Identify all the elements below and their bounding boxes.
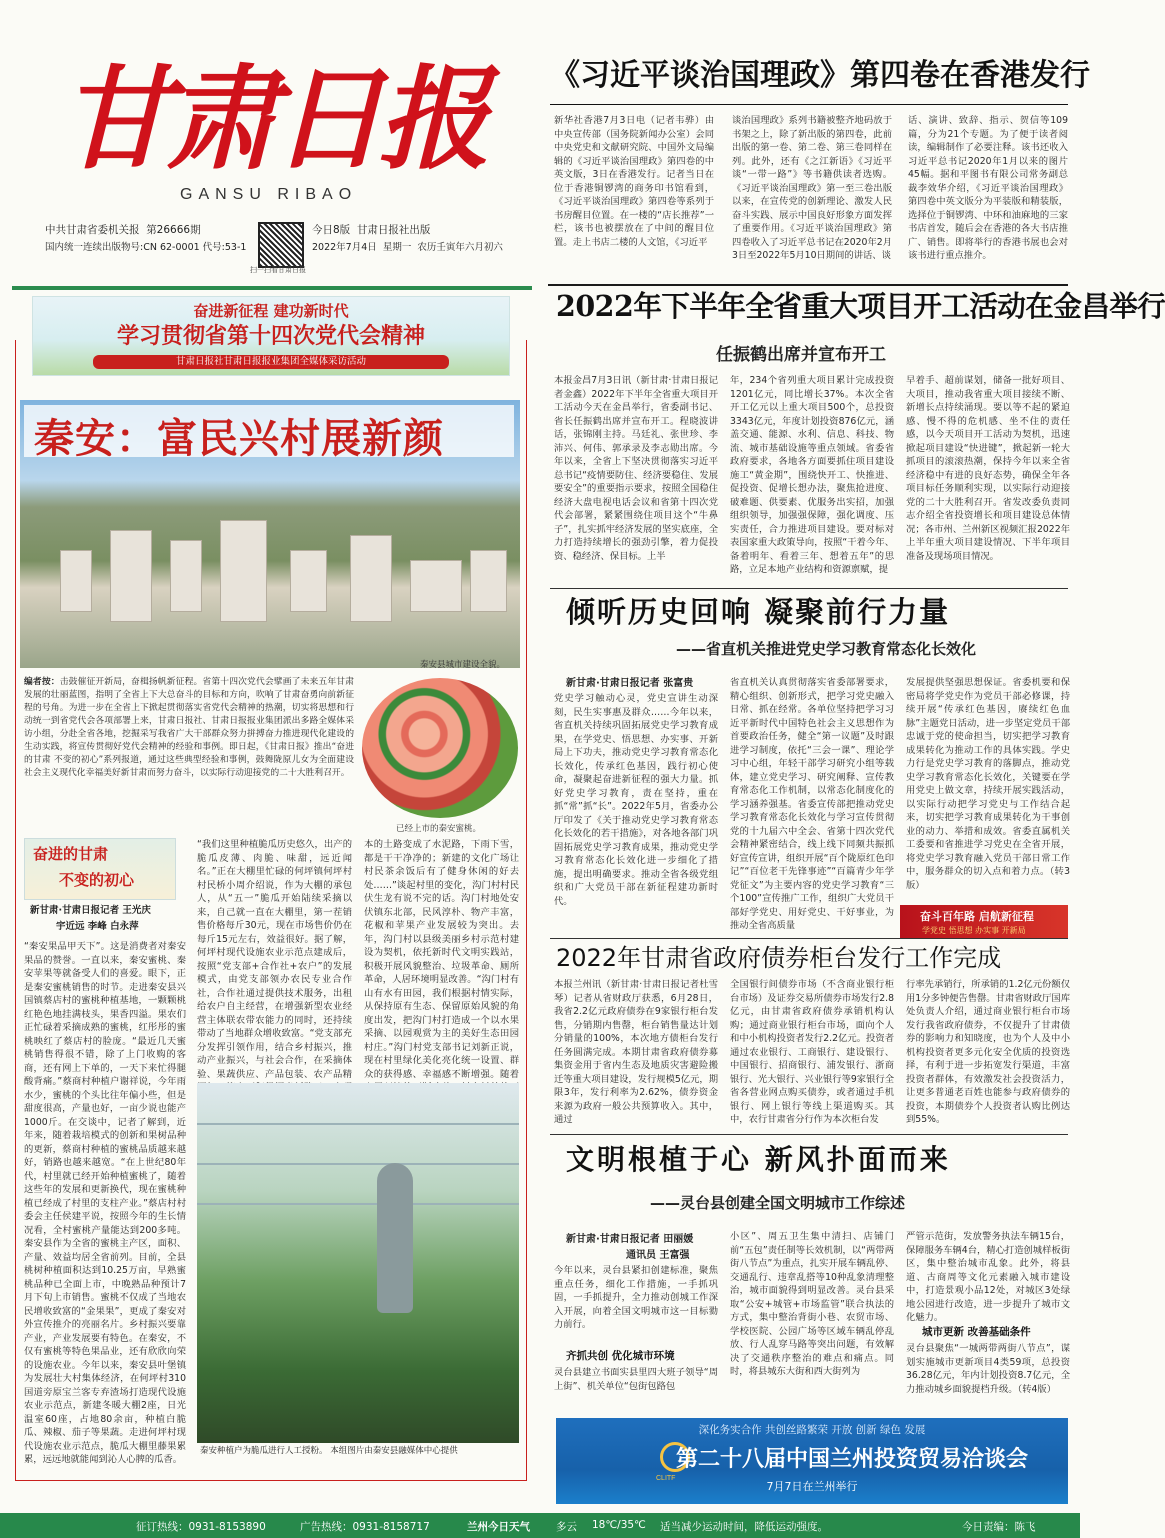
lead-col-2: 谈治国理政》系列书籍被整齐地码放于书架之上，除了新出版的第四卷，此前出版的第一卷、第二卷、第三卷同样在列。此外，还有《之江新语》《习近平谈“一带一路”》等书籍供读者选购。《习近平谈治国理政》第一至三卷出版以来，在宣传党的创新理论、激发人民奋斗实践、展示中国良好形象方面发挥了重要作用。《习近平谈治国理政》第四卷收入了习近平总书记在2020年2月3日至2022年5月10日期间的讲话、谈 — [732, 115, 892, 261]
temperature: 18℃/35℃ — [592, 1519, 646, 1531]
panorama-caption: 秦安县城市建设全貌。 — [420, 660, 506, 670]
story3-col-2: 省直机关认真贯彻落实省委部署要求，精心组织、创新形式，把学习党史融入日常、抓在经常。各单位坚持把学习习近平新时代中国特色社会主义思想作为首要政治任务，健全“第一议题”及时跟进学习制度，依托“三会一课”、理论学习中心组，年轻干部学习研究小组等载体，建立党史学习、研究阐释、宣传教育常态化工作机制，以常态化制度化的学习涵养强基。省委宣传部把推动党史学习教育常态化长效化与学习宣传贯彻党的十九届六中全会、省第十四次党代会精神紧密结合，线上线下同频共振抓好宣传宣讲，组织开展“百个陇原红色印记”“百位老干先锋事迹”“百篇青少年学党征文”为主要内容的党史学习教育“三个100”宣传推广工作，组织广大党员干部好学党史、用好党史、干好事业，为推动全省高质量 — [730, 677, 894, 931]
story5-col-2: 小区”、周五卫生集中清扫、店铺门前“五包”责任制等长效机制，以“两带两街八节点”为重点，扎实开展车辆乱停、交通乱行、违章乱搭等10种乱象清理整治，城市面貌得到明显改善。灵台县采取“公安+城管+市场监管”联合执法的方式，集中整治背街小巷、农贸市场、学校医院、公园广场等区域车辆乱停乱放、行人乱穿马路等突出问题，有效解决了交通秩序整治的难点和痛点。同时，将县城东大街和西大街列为 — [730, 1231, 894, 1377]
campaign-banner — [32, 296, 510, 376]
story2-col-2: 年，234个省列重大项目累计完成投资1201亿元，同比增长37%。本次全省开工亿元以上重大项目500个，总投资3343亿元，年度计划投资876亿元，涵盖交通、能源、水利、信息、科技、物流、城市基础设施等重点领域。省委省政府要求，各地各方面要抓住项目建设施工“黄金期”，围绕快开工、快推进、促投资、促增长想办法，聚焦抢进度、破难题、供要素、优服务出实招，加强组织领导，加强强保障，强化调度、压实责任，合力推进项目建设。要对标对表国家重大政策导向，按照“干着今年、备着明年、看着三年、想着五年”的思路，立足本地产业结构和资源禀赋，提 — [730, 375, 894, 575]
qinan-byline: 新甘肃·甘肃日报记者 王光庆 — [30, 905, 151, 916]
qinan-col-3: 本的土路变成了水泥路，下雨下雪，都是干干净净的；新建的文化广场让村民茶余饭后有了健身休闲的好去处……”谈起村里的变化，沟门村村民伏生龙有说不完的话。沟门村地处安伏镇东北部，民风淳朴、物产丰富，花椒和苹果产业发展较为突出。去年，沟门村以县级美丽乡村示范村建设为契机，依托新时代文明实践站，积极开展风貌整治、垃圾革命、厕所革命，人居环境明显改善。“沟门村有山有水有田园，我们根据村情实际，从保持原有生态、保留原始风貌的角度出发，把沟门村打造成一个以水果采摘、以园观赏为主的美好生态田园村庄。”沟门村党支部书记刘新正说，现在村里绿化美化亮化统一设置、群众的获得感、幸福感不断增强。随着 — [364, 839, 519, 1080]
story5-subhead-1: 齐抓共创 优化城市环境 — [566, 1350, 675, 1362]
story5-col-1: 今年以来，灵台县紧扣创建标准，聚焦重点任务，细化工作措施，一手抓巩固，一手抓提升，全力推动创城工作深入开展，向着全国文明城市这一目标勠力前行。 — [554, 1265, 718, 1330]
peach-caption: 已经上市的秦安蜜桃。 — [396, 824, 482, 834]
photo-building — [110, 530, 152, 622]
story3-subtitle: ——省直机关推进党史学习教育常态化长效化 — [676, 640, 977, 658]
masthead-org — [45, 222, 201, 238]
photo-building — [350, 535, 392, 622]
page-count: 今日8版 — [312, 224, 351, 236]
story3-byline: 新甘肃·甘肃日报记者 张富贵 — [566, 678, 694, 689]
story3-col-1: 党史学习触动心灵，党史宣讲生动深刻，民生实事惠及群众……今年以来，省直机关持续巩固拓展党史学习教育成果，在学党史、悟思想、办实事、开新局上下功夫，推动党史学习教育常态化长效化，传承红色基因，践行初心使命，凝聚起奋进新征程的强大力量。抓好党史学习教育，责在坚持，重在抓“常”抓“长”。2022年5月，省委办公厅印发了《关于推动党史学习教育常态化长效化的若干措施》，对各地各部门巩固拓展党史学习教育成果，推动党史学习教育常态化长效化进一步细化了措施，提出明确要求。推动全省各级党组织和广大党员干部在新征程建功新时代。 — [554, 693, 718, 907]
issue-number: 第26666期 — [146, 224, 201, 236]
story2-col-3: 早着手、超前谋划，储备一批好项目、大项目，推动我省重大项目接续不断、新增长点持续涌现。要以等不起的紧迫感、慢不得的危机感、坐不住的责任感，以今天项目开工活动为契机，迅速掀起项目建设“快进键”，掀起新一轮大抓项目的滚滚热潮，保持今年以来全省经济稳中有进的良好态势，确保全年各项目标任务顺利实现，以实际行动迎接党的二十大胜利召开。省发改委负责同志介绍全省投资增长和项目建设总体情况；各市州、兰州新区视频汇报2022年上半年重大项目建设情况、下半年项目准备及现场项目情况。 — [906, 375, 1070, 562]
story5-subtitle: ——灵台县创建全国文明城市工作综述 — [650, 1194, 906, 1212]
story5-byline: 新甘肃·甘肃日报记者 田丽媛 — [566, 1234, 694, 1245]
series-label — [24, 838, 176, 900]
qinan-title-band — [24, 405, 514, 462]
greenhouse-beam — [197, 1123, 519, 1125]
publication-code: 国内统一连续出版物号:CN 62-0001 代号:53-1 — [45, 242, 247, 253]
ad-slogan: 深化务实合作 共创丝路繁荣 开放 创新 绿色 发展 — [698, 1424, 926, 1436]
investment-fair-ad[interactable] — [556, 1418, 1068, 1504]
ad-hotline: 广告热线：0931-8158717 — [300, 1521, 430, 1533]
date: 2022年7月4日 — [312, 242, 377, 253]
lead-rule — [550, 104, 1068, 105]
masthead-date — [312, 240, 503, 256]
photo-building — [410, 560, 462, 612]
section-rule-4 — [550, 1134, 1068, 1135]
story4-col-1: 本报兰州讯（新甘肃·甘肃日报记者杜雪琴）记者从省财政厅获悉，6月28日，我省2.2亿元政府债券在9家银行柜台发售，分销期内售罄，柜台销售量达计划分销量的100%，本次地方债柜台发行任务圆满完成。本期甘肃省政府债券募集资金用于省内生态及地质灾害避险搬迁等重大项目建设，发行规模5亿元，期限3年，发行利率为2.62%，债券资金来源为政府一般公共预算收入。其中，通过 — [554, 979, 718, 1125]
qinan-col-2: “我们这里种植脆瓜历史悠久，出产的脆瓜皮薄、肉脆、味甜，远近闻名。”正在大棚里忙碌的何坪镇何坪村村民桥小周介绍说，作为大棚的承包人，从“五一”脆瓜开始陆续采摘以来，自己就一直在大棚里，第一茬销售价格每斤30元，现在市场售价仍在每斤15元左右，效益很好。据了解，何坪村现代设施农业示范点建成后，按照“党支部+合作社+农户”的发展模式，由党支部领办农民专业合作社，合作社通过提供技术服务，出租给农户自主经营，在增强新型农业经营主体联农带农能力的同时，还持续带动了当地群众增收致富。“党支部充分发挥引领作用，结合乡村振兴，推动产业振兴，与社会合作，在采摘体验、果蔬供应、产品包装、农产品精 — [197, 839, 352, 1080]
farmer-figure — [377, 1163, 413, 1313]
editor-in-charge: 今日责编：陈飞 — [962, 1521, 1036, 1533]
editor-note-label: 编者按： — [24, 677, 60, 687]
editor-note — [24, 676, 354, 816]
lead-headline[interactable]: 《习近平谈治国理政》第四卷在香港发行 — [550, 58, 1090, 93]
series-label-line-1: 奋进的甘肃 — [33, 845, 109, 863]
greenhouse-beam — [197, 1163, 519, 1165]
subscribe-hotline: 征订热线：0931-8153890 — [136, 1521, 266, 1533]
weekday: 星期一 — [382, 242, 412, 253]
story2-col-1: 本报金昌7月3日讯（新甘肃·甘肃日报记者金鑫）2022年下半年全省重大项目开工活动今天在金昌举行，省委副书记、省长任振鹤出席并宣布开工。程晓波讲话，张锦刚主持。马廷礼、张世珍、李沛兴、何伟、郭承录及李志勋出席。今年以来，全省上下坚决贯彻落实习近平总书记“疫情要防住、经济要稳住、发展要安全”的重要指示要求，按照全国稳住经济大盘电视电话会议和省第十四次党代会部署，紧紧围绕住项目这个“牛鼻子”，扎实抓牢经济发展的坚实底座，全力打造持续增长的强劲引擎，着力促投资、稳经济、保目标。上半 — [554, 375, 718, 562]
story3-col-3: 发展提供坚强思想保证。省委机要和保密局将学党史作为党员干部必修课，持续开展“传承红色基因，赓续红色血脉”主题党日活动，进一步坚定党员干部忠诚于党的使命担当，切实把学习教育成果转化为推动工作的具体实践。学史力行是党史学习教育的落脚点，推动党史学习教育常态化长效化，关键要在学用党史上做文章，持续开展实践活动，以实际行动把学习党史与工作结合起来，切实把学习教育成果转化为干事创业的动力、举措和成效。省委直属机关工委要和省推进学习党史在全省开展，将党史学习教育融入党员干部日常工作中，服务群众的切入点和着力点。（转3版） — [906, 677, 1070, 891]
photo-building — [220, 520, 267, 622]
story5-byline-2: 通讯员 王富强 — [626, 1250, 690, 1261]
greenhouse-beam — [197, 1203, 519, 1205]
masthead-pages — [312, 222, 430, 238]
weather-advice: 适当减少运动时间，降低运动强度。 — [660, 1521, 828, 1533]
mini-banner-slogan: 学党史 悟思想 办实事 开新局 — [922, 926, 1026, 935]
story4-col-3: 行率先承销行，所承销的1.2亿元份额仅用1分多钟便告售罄。甘肃省财政厅国库处负责人介绍，通过商业银行柜台市场发行我省政府债券，不仅提升了甘肃债券的影响力和知晓度，也为个人及中小机构投资者更多元化安全优质的投资选择，有利于进一步拓宽发行渠道，丰富投资者群体，有效激发社会投资活力，让更多普通老百姓也能参与政府债券的投资，本期债券个人投资者认购比例达到55%。 — [906, 979, 1070, 1125]
weather-label: 兰州今日天气 — [467, 1521, 530, 1533]
masthead-logo: 甘肃日报 — [60, 54, 484, 185]
story5-col-3b: 灵台县聚焦“一城两带两街八节点”，谋划实施城市更新项目4类59项，总投资36.28亿元，年内计划投资8.7亿元，全力推动城乡面貌提档升级。（转4版） — [906, 1343, 1070, 1395]
qinan-headline[interactable]: 秦安：富民兴村展新颜 — [34, 415, 444, 462]
banner-slogan: 奋进新征程 建功新时代 — [193, 302, 349, 320]
weather-condition: 多云 — [556, 1521, 577, 1533]
qr-caption: 扫一扫看甘肃日报 — [250, 266, 306, 274]
qr-code[interactable] — [258, 222, 304, 268]
mini-banner-title: 奋斗百年路 启航新征程 — [920, 910, 1034, 923]
story5-headline[interactable]: 文明根植于心 新风扑面而来 — [566, 1143, 951, 1176]
editor-note-text: 击鼓催征开新局，奋楫扬帆新征程。省第十四次党代会擘画了未来五年甘肃发展的壮丽蓝图，指明了全省上下大总奋斗的目标和方向，吹响了甘肃奋勇向前新征程的号角。为进一步在全省上下掀起贯彻落实省党代会精神的热潮，切实将思想和行动统一到省党代会各项部署上来，甘肃日报社、甘肃日报报业集团派出多路全媒体采访小组，分赴全省各地，挖掘采写我省广大干部群众努力拼搏奋力推进现代化建设的生动实践，将宣传贯彻好党代会精神的经验和事例。即日起，《甘肃日报》推出“奋进的甘肃 不变的初心”系列报道，通过这些典型经验和事例，鼓舞陇原儿女为全面建设社会主义现代化幸福美好新甘肃而努力奋斗，以实际行动迎接党的二十大胜利召开。 — [24, 677, 354, 778]
masthead-rule — [12, 286, 532, 290]
publisher: 甘肃日报社出版 — [356, 224, 431, 236]
story3-headline[interactable]: 倾听历史回响 凝聚前行力量 — [566, 595, 951, 629]
photo-building — [290, 550, 327, 612]
banner-organizer: 甘肃日报社甘肃日报报业集团全媒体采访活动 — [93, 355, 449, 369]
masthead-pinyin: GANSU RIBAO — [180, 186, 358, 203]
story5-col-1b: 灵台县建立书面实县里四大班子领导“周上街”、机关单位“包街包路包 — [554, 1367, 718, 1392]
party-mini-banner — [900, 905, 1068, 939]
story4-headline[interactable]: 2022年甘肃省政府债券柜台发行工作完成 — [556, 944, 1002, 972]
greenhouse-photo — [197, 1083, 519, 1443]
ad-date: 7月7日在兰州举行 — [766, 1480, 858, 1493]
fair-logo-text: CLITF — [656, 1475, 676, 1482]
story5-col-3: 严管示范街，发放警务执法车辆15台，保障服务车辆4台，精心打造创城样板街区，集中整治城市乱象。此外，将县道、古商周等文化元素融入城市建设中，打造景观小品12处，对城区3处绿地公园进行改造，进一步提升了城市文化魅力。 — [906, 1231, 1070, 1323]
story4-col-2: 全国银行间债券市场（不含商业银行柜台市场）及证券交易所债券市场发行2.8亿元，由甘肃省政府债券承销机构认购；通过商业银行柜台市场，面向个人和中小机构投资者发行2.2亿元。投资者通过农业银行、工商银行、建设银行、中国银行、招商银行、浦发银行、浙商银行、光大银行、兴业银行等9家银行全省各营业网点购买债券，或者通过手机银行、网上银行等线上渠道购买。其中，农行甘肃省分行作为本次柜台发 — [730, 979, 894, 1125]
ad-title: 第二十八届中国兰州投资贸易洽谈会 — [675, 1446, 1028, 1472]
greenhouse-caption: 秦安种植户为脆瓜进行人工授粉。 本组图片由秦安县融媒体中心提供 — [200, 1446, 458, 1456]
story2-subtitle: 任振鹤出席并宣布开工 — [716, 345, 886, 365]
footer-bar — [0, 1513, 1080, 1538]
banner-title: 学习贯彻省第十四次党代会精神 — [116, 324, 425, 349]
lunar-date: 农历壬寅年六月初六 — [417, 242, 503, 253]
photo-building — [470, 550, 507, 612]
story2-headline[interactable]: 2022年下半年全省重大项目开工活动在金昌举行 — [556, 289, 1165, 323]
qinan-byline-2: 宇近远 李峰 白永萍 — [56, 921, 139, 932]
section-rule-2 — [550, 588, 1068, 589]
lead-col-3: 话、演讲、致辞、指示、贺信等109篇，分为21个专题。为了便于读者阅读，编辑制作了必要注释。该书还收入习近平总书记2020年1月以来的图片45幅。据和平图书有限公司常务副总裁李效华介绍，《习近平谈治国理政》第四卷中英文版分为平装版和精装版，选择位于铜锣湾、中环和油麻地的三家书店首发，随后会在香港的各大书店推广、销售。即将举行的香港书展也会对该书进行重点推介。 — [908, 115, 1068, 261]
masthead-org-name: 中共甘肃省委机关报 — [45, 224, 140, 236]
peach-photo — [362, 678, 518, 818]
lead-col-1: 新华社香港7月3日电（记者韦骅）由中央宣传部（国务院新闻办公室）会同中央党史和文献研究院、中国外文局编辑的《习近平谈治国理政》第四卷的中英文版，3日在香港发行。记者当日在位于香港铜锣湾的商务印书馆看到，《习近平谈治国理政》第四卷等系列于书房醒目位置。在一楼的“店长推荐”一栏，该书也被摆放在了中间的醒目位置。走上书店二楼的人文馆，《习近平 — [554, 115, 714, 248]
story5-subhead-2: 城市更新 改善基础条件 — [922, 1326, 1031, 1338]
qinan-col-1: “秦安果品甲天下”。这是消费者对秦安果品的赞誉。一直以来，秦安蜜桃、秦安苹果等就备受人们的喜爱。眼下，正是秦安蜜桃销售的时节。走进秦安县兴国镇蔡店村的蜜桃种植基地，一颗颗桃红艳色地挂满枝头，果香四溢。果农们正忙碌着采摘成熟的蜜桃，红彤彤的蜜桃映红了蔡店村的脸庞。“最近几天蜜桃销售得很不错，除了上门收购的客商，还有网上下单的，一天下来忙得腿酸背痛。”蔡商村种植户谢祥说，今年雨水少，蜜桃的个头比往年偏小些，但是甜度很高，产量也好，一亩少说也能产1000斤。在交谈中，记者了解到，近年来，随着栽培模式的创新和果树品种的更新，蔡商村种植的蜜桃品质越来越好，销路也越来越宽。“在上世纪80年代，村里就已经开始种植蜜桃了，随着这些年的发展和更新换代，现在蜜桃种植已经成了村里的支柱产业。”蔡店村村委会主任侯建平说，按照今年的生长情况看，全村蜜桃产量能达到200多吨。秦安县作为全省的蜜桃主产区，面积、产量、效益均居全省前列。目前，全县桃树种植面积达到10.25万亩，早熟蜜桃品种已全面上市，中晚熟品种预计7月下旬上市销售。蜜桃不仅成了当地农民增收致富的“金果果”，更成了秦安对外宣传推介的亮丽名片。乡村振兴要靠产业，产业发展要有特色。在秦安，不仅有蜜桃等特色果品业，还有欣欣向荣的设施农业。今年以来，秦安县叶堡镇为发展壮大村集体经济，在何坪村310国道旁原宝兰客专弃渣场打造现代设施农业示范点，新建冬暖大棚2座，日光温室60座，占地80余亩，种植白脆瓜、辣椒、茄子等果蔬。走进何坪村现代设施农业示范点，脆瓜大棚里藤果累累，远远地就能闻到沁人心脾的瓜香。 — [24, 941, 186, 1465]
photo-building — [170, 540, 202, 612]
series-label-line-2: 不变的初心 — [59, 871, 135, 889]
photo-building — [60, 550, 92, 612]
